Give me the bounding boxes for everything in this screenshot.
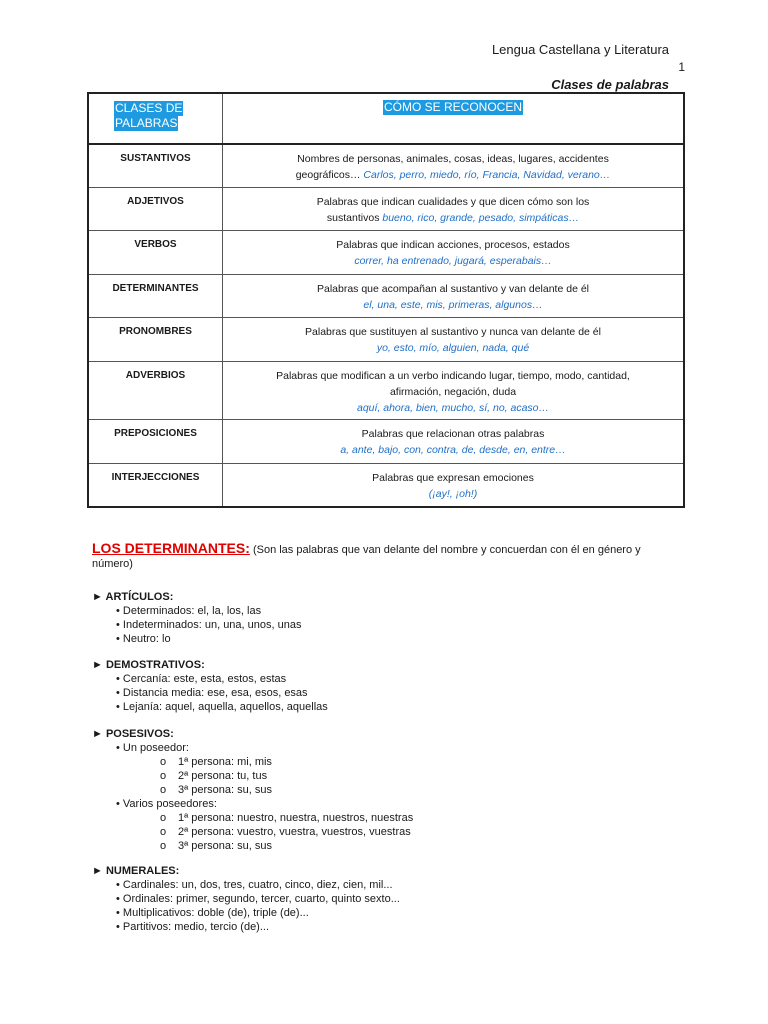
page-number: 1 [678,60,685,74]
document-subtitle: Clases de palabras [551,77,669,92]
class-name: ADJETIVOS [127,195,184,207]
numerales-group [92,864,400,934]
list-item: • Determinados: el, la, los, las [116,605,262,617]
table-row [88,361,684,419]
class-name: PREPOSICIONES [114,427,197,439]
header-cell-classes [88,93,223,144]
table-row [88,230,684,274]
class-description: Palabras que acompañan al sustantivo y van delante de él [316,282,589,295]
word-classes-table [87,92,685,508]
class-examples: el, una, este, mis, primeras, algunos… [363,298,543,311]
sub-list-item: o 3ª persona: su, sus [160,840,272,852]
table-row [88,463,684,507]
sub-list-item: o 3ª persona: su, sus [160,784,272,796]
class-examples: Carlos, perro, miedo, río, Francia, Navidad, verano… [363,169,611,181]
class-examples: bueno, rico, grande, pesado, simpáticas… [382,211,580,224]
class-description: Nombres de personas, animales, cosas, ideas, lugares, accidentes [297,153,609,165]
class-description: Palabras que indican cualidades y que dicen cómo son los [316,195,590,208]
sub-list-item: o 1ª persona: mi, mis [160,756,272,768]
class-examples: aquí, ahora, bien, mucho, sí, no, acaso… [356,401,550,414]
list-item: • Distancia media: ese, esa, esos, esas [116,687,308,699]
list-item: • Partitivos: medio, tercio (de)... [116,921,270,933]
list-item: • Neutro: lo [116,633,171,645]
header-recognize: CÓMO SE RECONOCEN [383,100,522,114]
course-title: Lengua Castellana y Literatura [491,42,669,57]
class-description: Palabras que relacionan otras palabras [361,427,545,440]
determinantes-intro [92,541,672,571]
demostrativos-group [92,658,328,714]
table-header-row [88,93,684,144]
list-item: • Lejanía: aquel, aquella, aquellos, aquellas [116,701,328,713]
list-item: • Varios poseedores: [116,798,217,810]
header-classes-line1: CLASES DE [115,101,183,115]
class-name: PRONOMBRES [119,325,192,337]
class-description: Palabras que sustituyen al sustantivo y nunca van delante de él [305,325,601,338]
table-row [88,274,684,317]
articulos-group [92,590,301,646]
class-description: Palabras que indican acciones, procesos, estados [336,238,570,251]
class-description-cont: afirmación, negación, duda [389,385,517,398]
class-description-cont: sustantivos [326,211,380,224]
list-item: • Cardinales: un, dos, tres, cuatro, cinco, diez, cien, mil... [116,879,393,891]
list-item: • Indeterminados: un, una, unos, unas [116,619,302,631]
class-name: ADVERBIOS [125,369,186,381]
sub-list-item: o 2ª persona: vuestro, vuestra, vuestros, vuestras [160,826,411,838]
class-examples: a, ante, bajo, con, contra, de, desde, en, entre… [340,443,566,456]
header-cell-recognize [223,93,685,144]
table-row [88,419,684,463]
section-title: LOS DETERMINANTES: [92,540,250,556]
list-item: • Un poseedor: [116,742,189,754]
class-examples: yo, esto, mío, alguien, nada, qué [376,341,530,354]
group-title: ► DEMOSTRATIVOS: [92,659,205,671]
sub-list-item: o 1ª persona: nuestro, nuestra, nuestros, nuestras [160,812,414,824]
list-item: • Cercanía: este, esta, estos, estas [116,673,287,685]
class-name: SUSTANTIVOS [120,153,191,164]
list-item: • Multiplicativos: doble (de), triple (de)... [116,907,309,919]
class-description: Palabras que modifican a un verbo indicando lugar, tiempo, modo, cantidad, [276,369,630,382]
group-title: ► POSESIVOS: [92,728,174,740]
class-name: VERBOS [134,238,177,250]
class-name: DETERMINANTES [112,282,199,294]
table-row [88,187,684,230]
posesivos-group [92,727,413,853]
class-examples: correr, ha entrenado, jugará, esperabais… [354,254,552,267]
class-description: Palabras que expresan emociones [372,471,534,484]
table-row [88,317,684,361]
table-row [88,144,684,187]
class-description-cont: geográficos… [295,169,361,181]
group-title: ► NUMERALES: [92,865,180,877]
list-item: • Ordinales: primer, segundo, tercer, cuarto, quinto sexto... [116,893,400,905]
header-classes-line2: PALABRAS [115,116,178,130]
class-name: INTERJECCIONES [111,471,200,483]
section-intro: (Son las palabras que van delante del nombre y concuerdan con él en género y número) [92,544,641,570]
class-examples: (¡ay!, ¡oh!) [428,487,478,500]
sub-list-item: o 2ª persona: tu, tus [160,770,268,782]
group-title: ► ARTÍCULOS: [92,591,174,603]
